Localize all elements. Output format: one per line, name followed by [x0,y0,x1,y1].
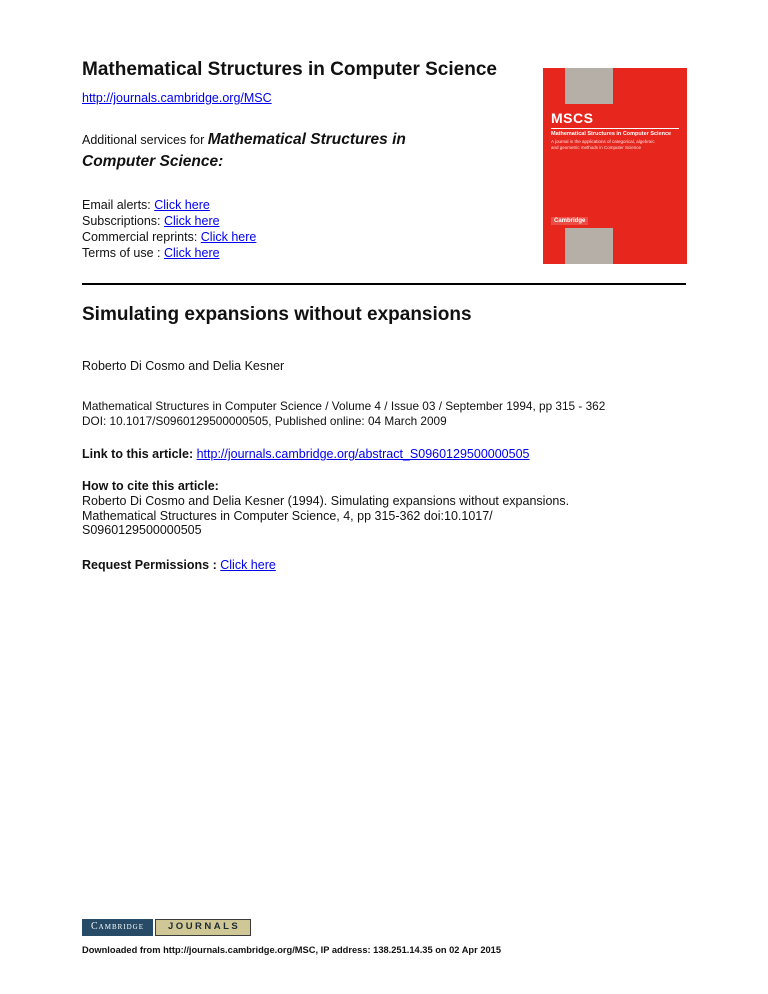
cover-description-line-1: A journal in the applications of categorical, algebraic [551,139,655,144]
article-abstract-link[interactable]: http://journals.cambridge.org/abstract_S0960129500000505 [196,447,530,461]
download-footer-note: Downloaded from http://journals.cambridge.org/MSC, IP address: 138.251.14.35 on 02 Apr 2015 [82,945,501,955]
article-link-line [82,447,686,461]
cover-rule [551,128,679,129]
journal-title: Mathematical Structures in Computer Science [82,59,497,80]
divider-rule [82,283,686,285]
request-permissions-link[interactable]: Click here [220,558,276,573]
commercial-reprints-label: Commercial reprints: [82,230,201,244]
cambridge-journals-logo [82,919,251,936]
citation-line-2: Mathematical Structures in Computer Science, 4, pp 315-362 doi:10.1017/ [82,508,493,523]
journal-cover-image [543,68,687,264]
cambridge-logo-box: Cambridge [82,919,153,936]
article-link-label: Link to this article: [82,447,197,461]
cover-description-line-2: and geometric methods in Computer Science [551,145,642,150]
citation-line-1: Roberto Di Cosmo and Delia Kesner (1994). Simulating expansions without expansions. [82,493,570,508]
article-authors: Roberto Di Cosmo and Delia Kesner [82,359,285,373]
cover-top-gray-block [565,68,613,104]
subscriptions-label: Subscriptions: [82,214,164,228]
request-permissions-label: Request Permissions : [82,558,221,573]
cover-subtitle: Mathematical Structures in Computer Science [551,131,672,137]
article-meta [82,399,686,429]
subscriptions-link[interactable]: Click here [163,214,220,228]
commercial-reprints-link[interactable]: Click here [200,230,257,244]
cover-publisher-mark: Cambridge [551,217,588,225]
article-meta-doi: DOI: 10.1017/S0960129500000505, Published online: 04 March 2009 [82,414,447,428]
journals-logo-box: JOURNALS [155,919,251,936]
email-alerts-label: Email alerts: [82,198,155,212]
email-alerts-link[interactable]: Click here [154,198,210,212]
request-permissions-line [82,558,686,572]
article-title: Simulating expansions without expansions [82,304,472,325]
services-prefix: Additional services for [82,133,208,147]
terms-of-use-link[interactable]: Click here [163,246,220,260]
cover-title: MSCS [551,110,594,126]
citation-block [82,479,686,538]
journal-home-link[interactable]: http://journals.cambridge.org/MSC [82,91,272,105]
citation-heading: How to cite this article: [82,479,219,493]
citation-line-3: S0960129500000505 [82,523,202,538]
terms-of-use-label: Terms of use : [82,246,164,260]
cover-bottom-gray-block [565,228,613,264]
services-journal-name: Mathematical Structures in Computer Science: [82,131,406,170]
additional-services-line [82,129,482,173]
article-meta-volume: Mathematical Structures in Computer Science / Volume 4 / Issue 03 / September 1994, pp 315 - 362 [82,399,606,413]
cover-description [551,139,681,151]
